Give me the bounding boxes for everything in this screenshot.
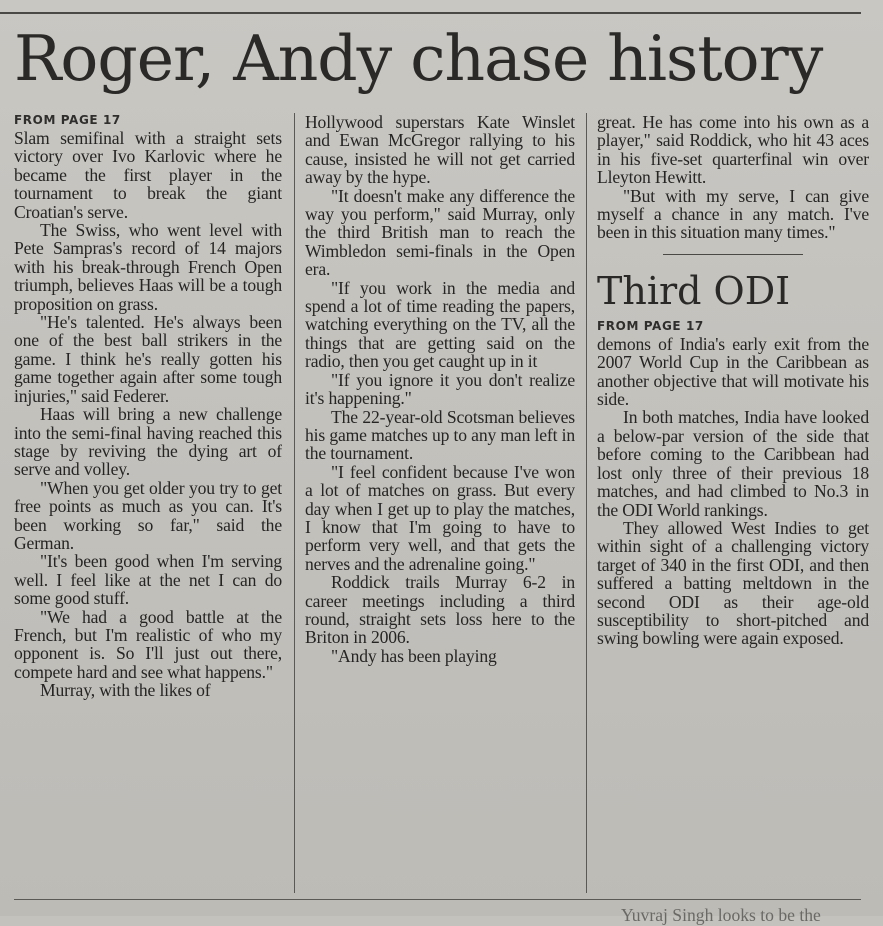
kicker-from-page: FROM PAGE 17 (14, 113, 121, 127)
column-3-bottom-body (597, 335, 869, 648)
column-3-top-body (597, 113, 869, 242)
paragraph: Murray, with the likes of (40, 680, 211, 701)
paragraph: demons of India's early exit from the 2007 World Cup in the Caribbean as another objective that will motivate his side. (597, 333, 869, 410)
paragraph: Haas will bring a new challenge into the semi-final having reached this stage by reviving the dying art of serve and volley. (14, 404, 282, 480)
paragraph: The Swiss, who went level with Pete Sampras's record of 14 majors with his break-through French Open triumph, believes Haas will be a tough proposition on grass. (14, 220, 282, 314)
column-2 (305, 113, 575, 895)
paragraph: great. He has come into his own as a player," said Roddick, who hit 43 aces in his five-set quarterfinal win over Lleyton Hewitt. (597, 113, 869, 188)
paragraph: "If you ignore it you don't realize it's happening." (305, 369, 575, 409)
top-rule (0, 12, 861, 14)
paragraph: "He's talented. He's always been one of the best ball strikers in the game. I think he's really gotten his game together again after some tough injuries," said Federer. (14, 312, 282, 406)
paragraph: "If you work in the media and spend a lot of time reading the papers, watching everything on the TV, all the things that are getting said on the radio, then you get caught up in it (305, 277, 575, 372)
paragraph: "Andy has been playing (331, 645, 497, 666)
bottom-rule (14, 899, 861, 900)
column-2-body (305, 113, 575, 665)
column-1-body (14, 129, 282, 700)
paragraph: "But with my serve, I can give myself a chance in any match. I've been in this situation many times." (597, 185, 869, 243)
paragraph: In both matches, India have looked a below-par version of the side that before coming to the Caribbean had lost only three of their previous 18 matches, and had climbed to No.3 in the ODI World rankings. (597, 407, 869, 520)
column-divider (294, 113, 295, 893)
paragraph: "I feel confident because I've won a lot of matches on grass. But every day when I get up to play the matches, I know that I'm going to have to perform very well, and that gets the nerves and the adrenaline going." (305, 461, 575, 574)
paragraph: Hollywood superstars Kate Winslet and Ewan McGregor rallying to his cause, insisted he will not get carried away by the hype. (305, 113, 575, 188)
paragraph: "We had a good battle at the French, but I'm realistic of who my opponent is. So I'll just out there, compete hard and see what happens." (14, 606, 282, 682)
column-3 (597, 113, 869, 895)
paragraph: They allowed West Indies to get within sight of a challenging victory target of 340 in the first ODI, and then suffered a batting meltdown in the second ODI as their age-old susceptibility to short-pitched and swing bowling were again exposed. (597, 517, 869, 649)
paragraph: "It doesn't make any difference the way you perform," said Murray, only the third British man to reach the Wimbledon semi-finals in the Open era. (305, 185, 575, 280)
paragraph: Roddick trails Murray 6-2 in career meetings including a third round, straight sets loss here to the Briton in 2006. (305, 572, 575, 648)
kicker-from-page: FROM PAGE 17 (597, 318, 704, 333)
paragraph: The 22-year-old Scotsman believes his game matches up to any man left in the tournament. (305, 406, 575, 464)
column-1 (14, 113, 282, 895)
paragraph: Slam semifinal with a straight sets victory over Ivo Karlovic where he became the first player in the tournament to break the giant Croatian's serve. (14, 128, 282, 222)
headline: Roger, Andy chase history (14, 22, 823, 95)
sub-headline: Third ODI (597, 268, 791, 313)
paragraph: "When you get older you try to get free points as much as you can. It's been working so far," said the German. (14, 477, 282, 553)
paragraph: "It's been good when I'm serving well. I feel like at the net I can do some good stuff. (14, 551, 282, 609)
cutoff-text-line: Yuvraj Singh looks to be the (621, 905, 821, 925)
section-divider (663, 254, 803, 255)
column-divider (586, 113, 587, 893)
